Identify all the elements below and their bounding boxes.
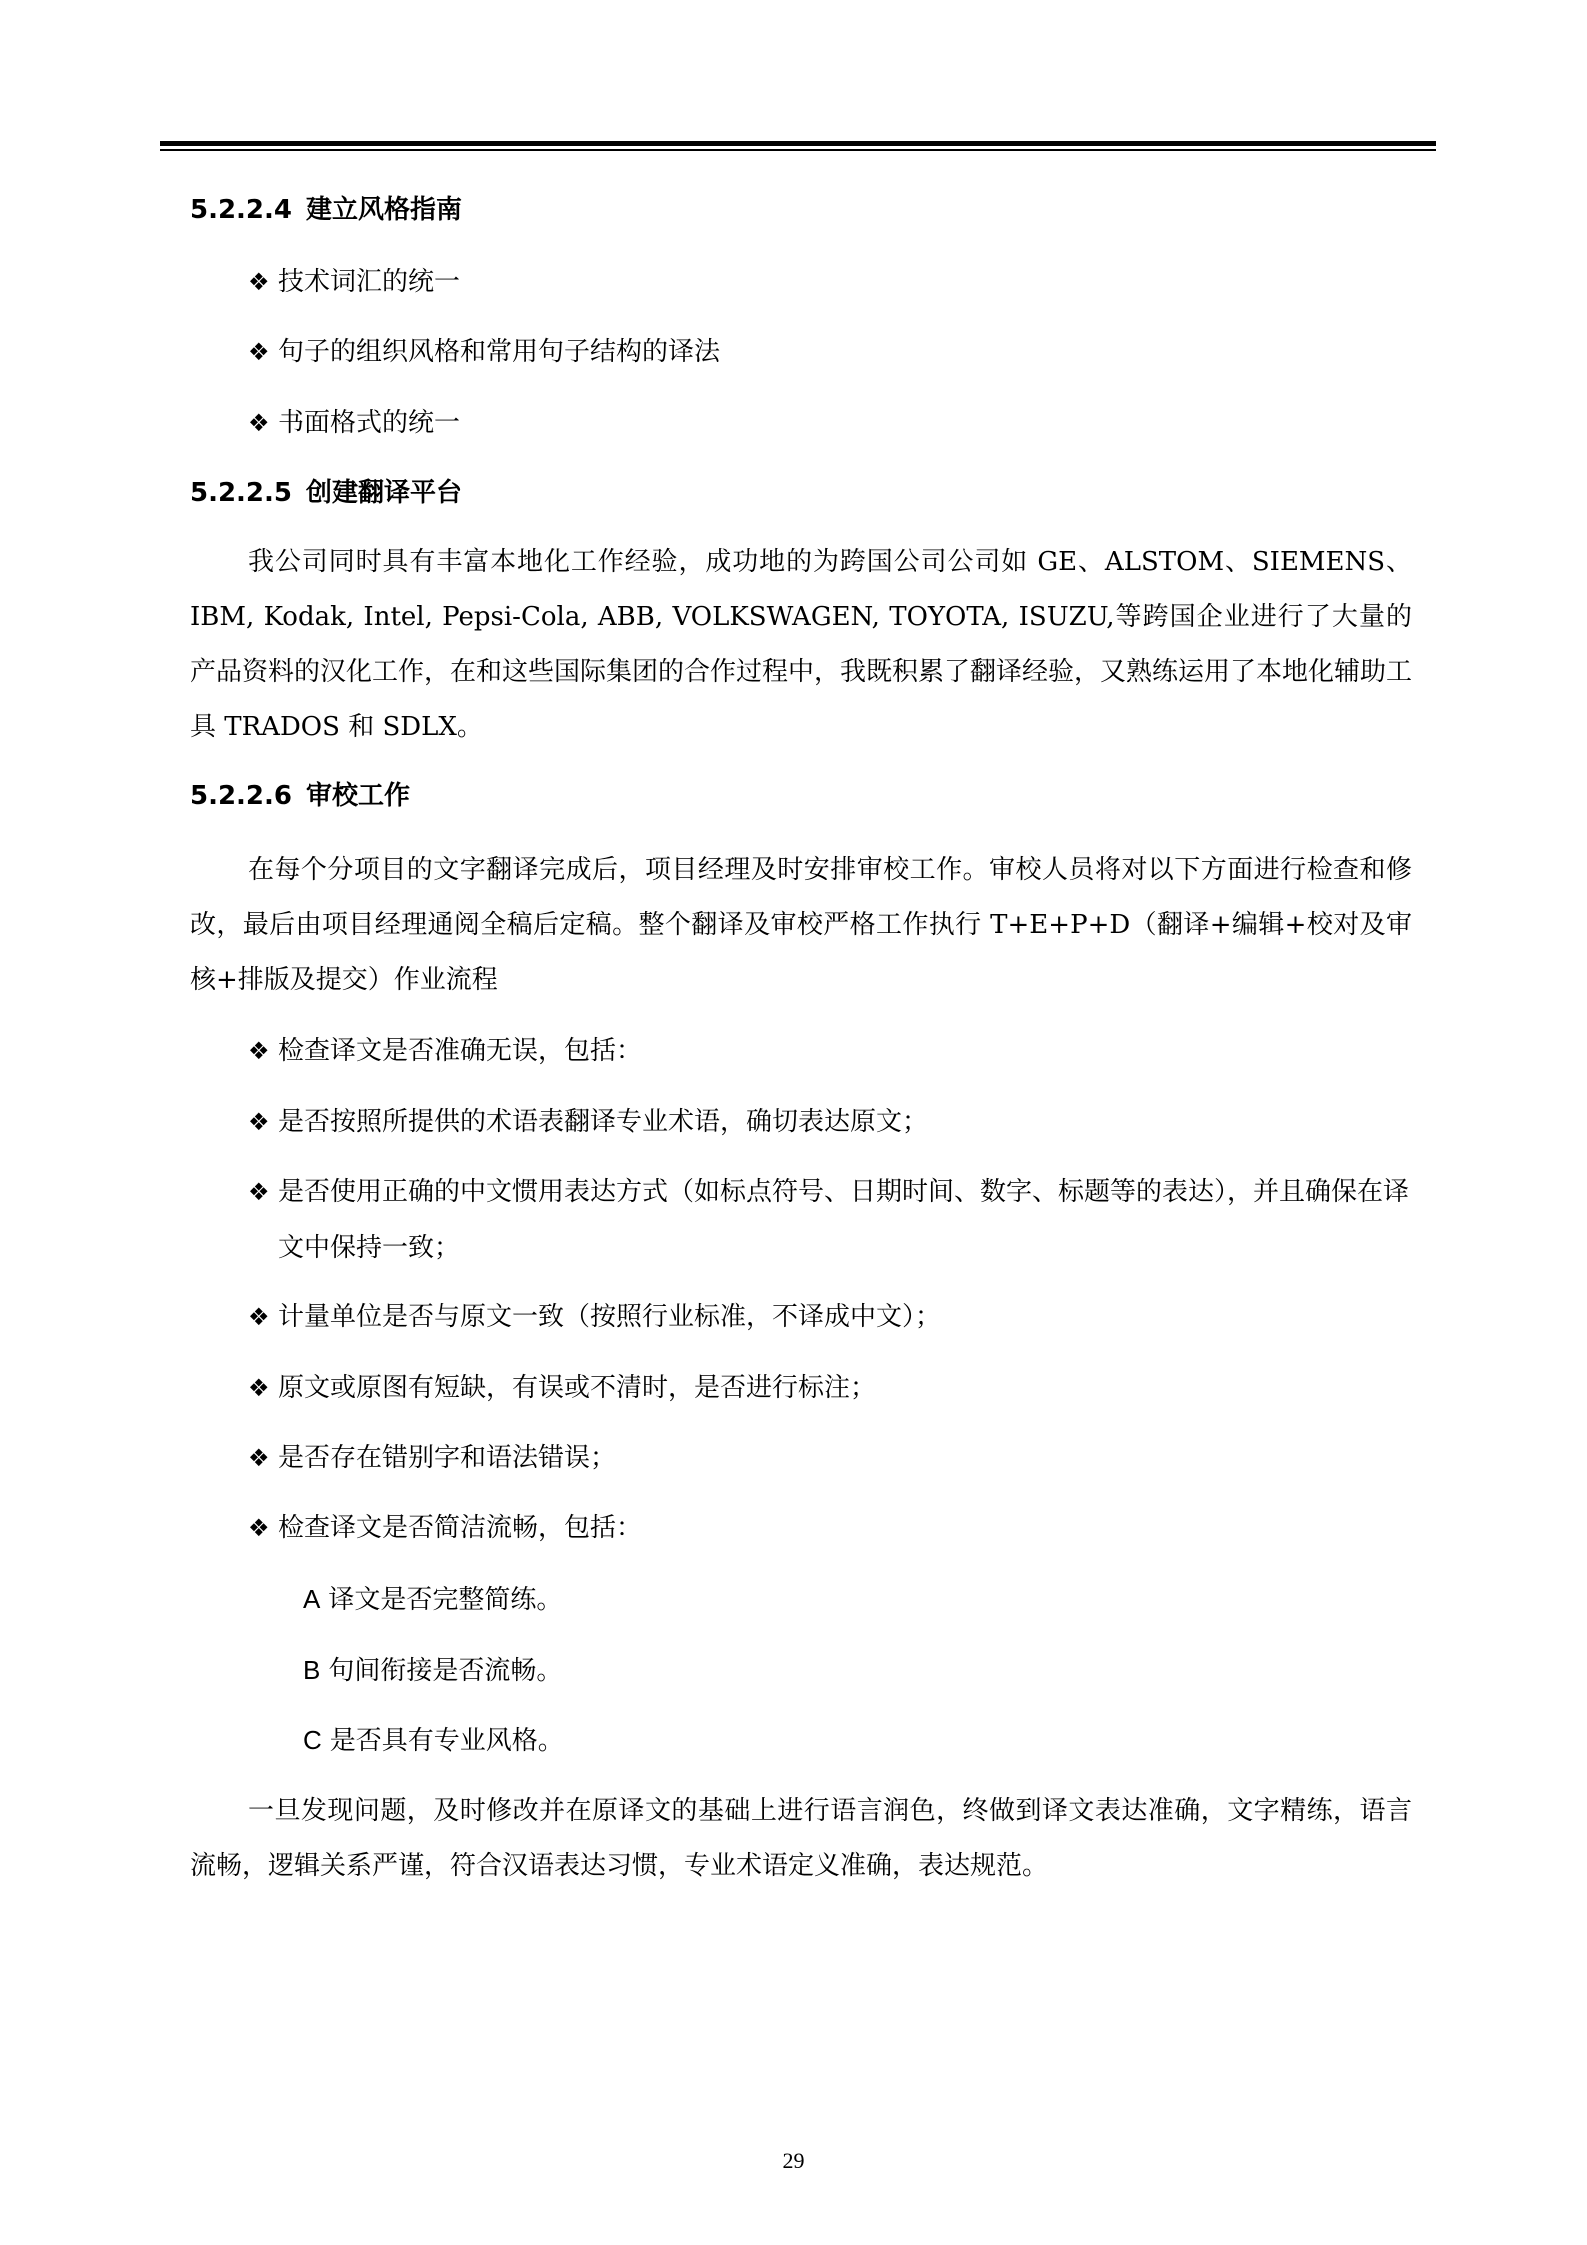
bullet-text: 检查译文是否简洁流畅，包括： [278,1513,643,1543]
bullet-text: 是否存在错别字和语法错误； [278,1443,617,1473]
bullet-item [248,1500,1412,1556]
section-heading-5-2-2-4 [190,190,462,230]
section-title: 创建翻译平台 [306,478,463,508]
section-paragraph: 我公司同时具有丰富本地化工作经验，成功地的为跨国公司公司如 GE、ALSTOM、SIEMENS、IBM, Kodak, Intel, Pepsi-Cola, ABB, VOLKSWAGEN, TOYOTA, ISUZU,等跨国企业进行了大量的产品资料的汉化工作，在和这些国际集团的合作过程中，我既积累了翻译经验，又熟练运用了本地化辅助工具 TRADOS 和 SDLX。 [190,547,1413,742]
sub-item [303,1642,562,1698]
diamond-bullet-icon: ❖ [248,1444,270,1472]
diamond-bullet-icon: ❖ [248,268,270,296]
bullet-item [248,395,1412,451]
diamond-bullet-icon: ❖ [248,1303,270,1331]
diamond-bullet-icon: ❖ [248,1374,270,1402]
sub-item-text: 译文是否完整简练。 [328,1585,563,1615]
bullet-text: 是否按照所提供的术语表翻译专业术语，确切表达原文； [278,1107,929,1137]
diamond-bullet-icon: ❖ [248,1514,270,1542]
header-rule-thin [160,149,1436,151]
bullet-item [248,1289,1412,1345]
bullet-item [248,324,1412,380]
bullet-text: 技术词汇的统一 [278,267,461,297]
section-number: 5.2.2.5 [190,478,292,508]
diamond-bullet-icon: ❖ [248,1178,270,1206]
page-number: 29 [782,2148,805,2173]
section-title: 审校工作 [306,781,411,811]
section-heading-5-2-2-6 [190,776,410,816]
diamond-bullet-icon: ❖ [248,1037,270,1065]
sub-item-letter: A [303,1584,321,1614]
sub-item-letter: B [303,1655,321,1685]
header-rule-thick [160,141,1436,146]
bullet-text: 计量单位是否与原文一致（按照行业标准，不译成中文）； [278,1302,942,1332]
sub-item-letter: C [303,1725,322,1755]
bullet-text: 原文或原图有短缺，有误或不清时，是否进行标注； [278,1373,877,1403]
bullet-text: 书面格式的统一 [278,408,461,438]
sub-item [303,1571,562,1627]
bullet-item [248,1430,1412,1486]
bullet-text: 句子的组织风格和常用句子结构的译法 [278,337,721,367]
diamond-bullet-icon: ❖ [248,1108,270,1136]
closing-paragraph: 一旦发现问题，及时修改并在原译文的基础上进行语言润色，终做到译文表达准确，文字精练，语言流畅，逻辑关系严谨，符合汉语表达习惯，专业术语定义准确，表达规范。 [190,1796,1412,1881]
section-title: 建立风格指南 [306,195,463,225]
bullet-item [248,1360,1412,1416]
diamond-bullet-icon: ❖ [248,338,270,366]
sub-item-text: 句间衔接是否流畅。 [328,1656,563,1686]
sub-item [303,1712,564,1768]
sub-item-text: 是否具有专业风格。 [329,1726,564,1756]
bullet-item [248,1164,1412,1276]
bullet-item [248,1094,1412,1150]
section-number: 5.2.2.4 [190,195,292,225]
section-paragraph: 在每个分项目的文字翻译完成后，项目经理及时安排审校工作。审校人员将对以下方面进行检查和修改，最后由项目经理通阅全稿后定稿。整个翻译及审校严格工作执行 T+E+P+D（翻译+编辑+校对及审核+排版及提交）作业流程 [190,855,1412,995]
section-heading-5-2-2-5 [190,473,462,513]
bullet-item [248,1023,1412,1079]
section-number: 5.2.2.6 [190,781,292,811]
bullet-text: 检查译文是否准确无误，包括： [278,1036,643,1066]
bullet-text: 是否使用正确的中文惯用表达方式（如标点符号、日期时间、数字、标题等的表达），并且确保在译文中保持一致； [278,1177,1410,1263]
bullet-item [248,254,1412,310]
diamond-bullet-icon: ❖ [248,409,270,437]
